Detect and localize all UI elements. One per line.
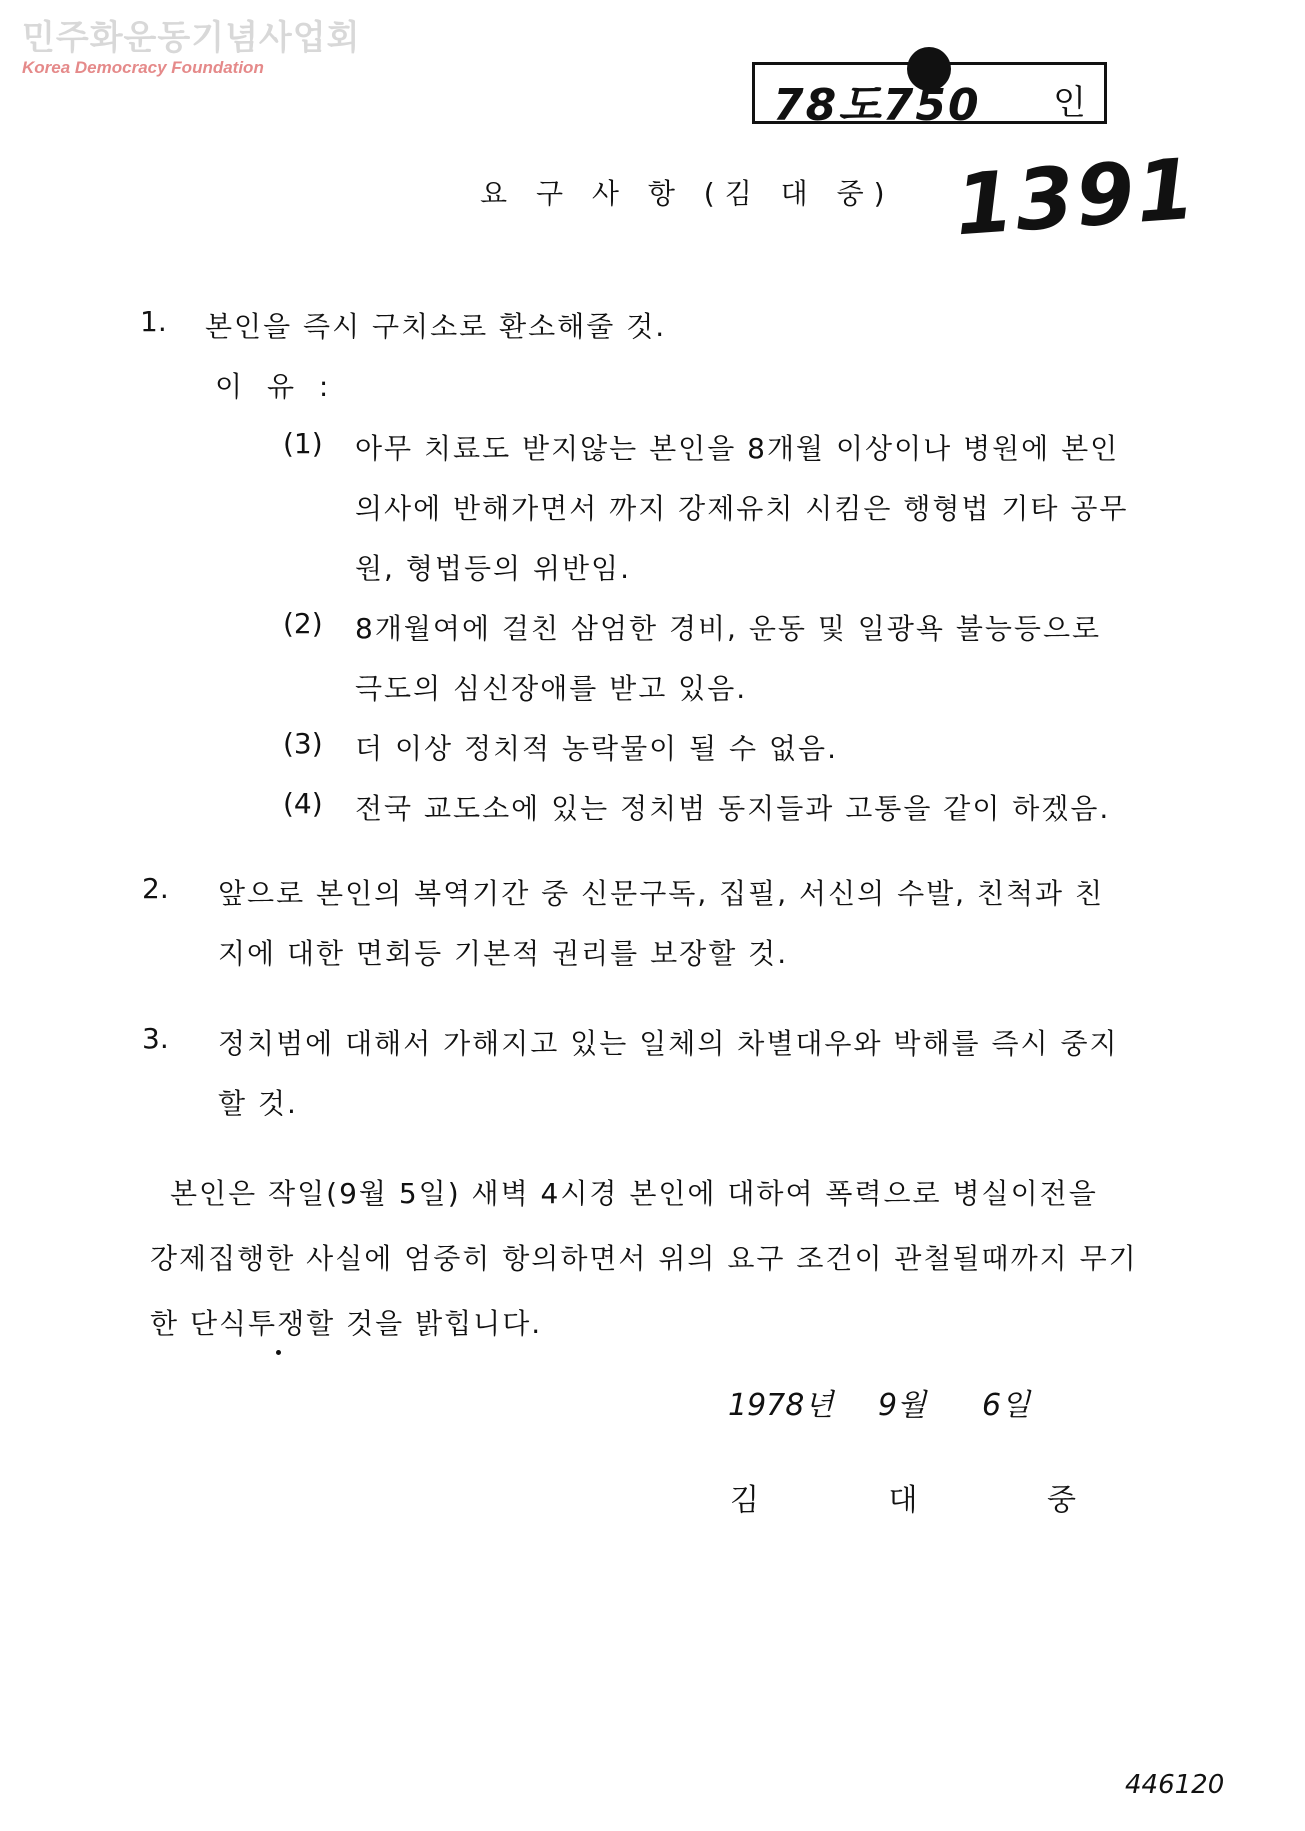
registration-stamp bbox=[752, 62, 1107, 131]
item-2-number: 2. bbox=[142, 872, 169, 905]
closing-line-2: 강제집행한 사실에 엄중히 항의하면서 위의 요구 조건이 관철될때까지 무기 bbox=[150, 1242, 1138, 1275]
reason-label: 이 유 : bbox=[215, 370, 337, 403]
reason-4-line-1: 전국 교도소에 있는 정치범 동지들과 고통을 같이 하겠음. bbox=[355, 792, 1111, 825]
reason-2-line-2: 극도의 심신장애를 받고 있음. bbox=[355, 672, 748, 705]
item-2-line-2: 지에 대한 면회등 기본적 권리를 보장할 것. bbox=[218, 937, 789, 970]
item-3-line-2: 할 것. bbox=[218, 1087, 298, 1120]
item-3-number: 3. bbox=[142, 1022, 169, 1055]
document-number: 446120 bbox=[1125, 1770, 1225, 1800]
ink-dot bbox=[276, 1350, 281, 1355]
reason-2-line-1: 8개월여에 걸친 삼엄한 경비, 운동 및 일광욕 불능등으로 bbox=[355, 612, 1102, 645]
stamp-number: 78도750 bbox=[773, 80, 981, 131]
signature: 김 대 중 bbox=[730, 1483, 1137, 1518]
reason-4-number: (4) bbox=[283, 787, 323, 820]
date-year: 1978년 bbox=[728, 1388, 834, 1423]
reason-3-line-1: 더 이상 정치적 농락물이 될 수 없음. bbox=[355, 732, 838, 765]
item-2-line-1: 앞으로 본인의 복역기간 중 신문구독, 집필, 서신의 수발, 친척과 친 bbox=[218, 877, 1105, 910]
date-day: 6일 bbox=[982, 1388, 1031, 1423]
reason-1-number: (1) bbox=[283, 427, 323, 460]
item-3-line-1: 정치범에 대해서 가해지고 있는 일체의 차별대우와 박해를 즉시 중지 bbox=[218, 1027, 1119, 1060]
watermark-korean: 민주화운동기념사업회 bbox=[22, 18, 361, 58]
reason-1-line-3: 원, 형법등의 위반임. bbox=[355, 552, 631, 585]
closing-line-1: 본인은 작일(9월 5일) 새벽 4시경 본인에 대하여 폭력으로 병실이전을 bbox=[170, 1177, 1098, 1210]
watermark-english: Korea Democracy Foundation bbox=[22, 58, 264, 77]
reason-2-number: (2) bbox=[283, 607, 323, 640]
stamp-suffix: 인 bbox=[1053, 83, 1086, 123]
watermark bbox=[22, 18, 360, 78]
item-1-text: 본인을 즉시 구치소로 환소해줄 것. bbox=[205, 310, 667, 343]
closing-line-3: 한 단식투쟁할 것을 밝힙니다. bbox=[150, 1307, 543, 1340]
handwritten-number: 1391 bbox=[951, 139, 1200, 255]
reason-1-line-1: 아무 치료도 받지않는 본인을 8개월 이상이나 병원에 본인 bbox=[355, 432, 1120, 465]
reason-3-number: (3) bbox=[283, 727, 323, 760]
item-1-number: 1. bbox=[140, 305, 167, 338]
document-title: 요 구 사 항 (김 대 중) bbox=[480, 177, 895, 210]
reason-1-line-2: 의사에 반해가면서 까지 강제유치 시킴은 행형법 기타 공무 bbox=[355, 492, 1129, 525]
date-month: 9월 bbox=[878, 1388, 927, 1423]
